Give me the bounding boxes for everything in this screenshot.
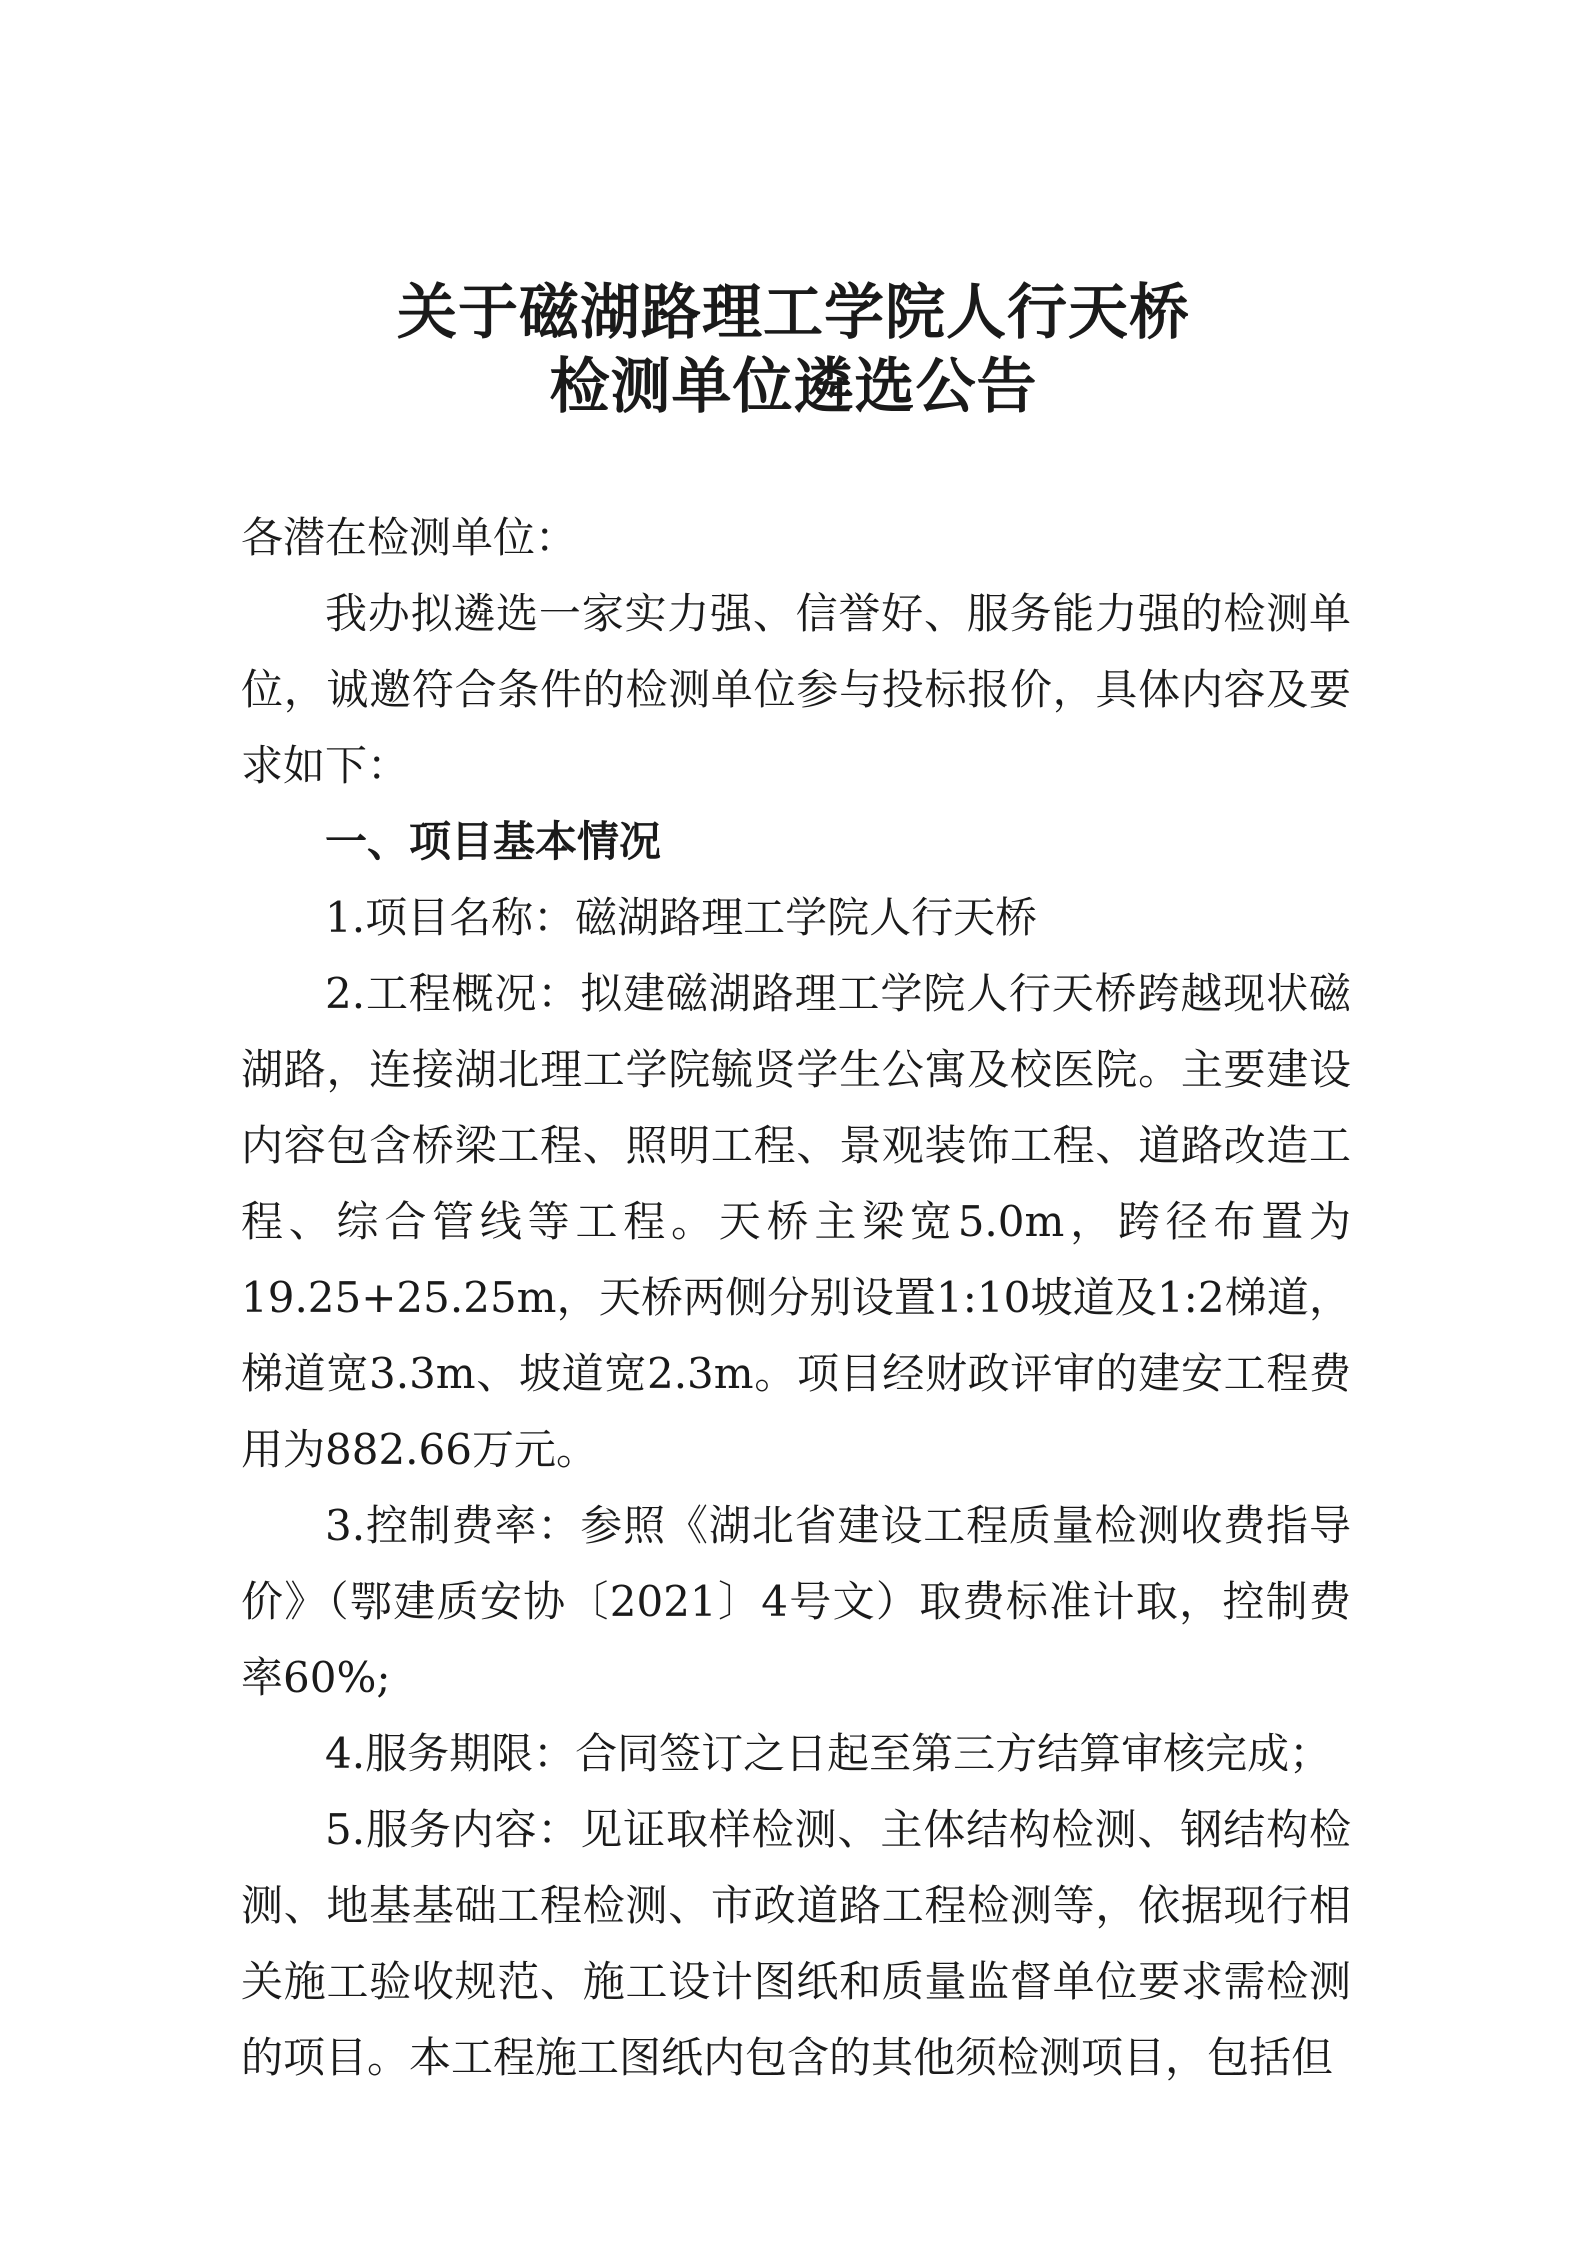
section-heading-project-basics: 一、项目基本情况 [325, 817, 662, 866]
item-project-overview: 2.工程概况：拟建磁湖路理工学院人行天桥跨越现状磁湖路，连接湖北理工学院毓贤学生公寓及校医院。主要建设内容包含桥梁工程、照明工程、景观装饰工程、道路改造工程、综合管线等工程。天桥主梁宽5.0m，跨径布置为19.25+25.25m，天桥两侧分别设置1:10坡道及1:2梯道，梯道宽3.3m、坡道宽2.3m。项目经财政评审的建安工程费用为882.66万元。 [241, 969, 1351, 1474]
salutation: 各潜在检测单位： [241, 513, 578, 562]
document-body [241, 500, 1351, 2096]
item-project-name: 1.项目名称：磁湖路理工学院人行天桥 [325, 893, 1038, 942]
item-control-rate: 3.控制费率：参照《湖北省建设工程质量检测收费指导价》（鄂建质安协〔2021〕4号文）取费标准计取，控制费率60%; [241, 1501, 1351, 1702]
intro-paragraph: 我办拟遴选一家实力强、信誉好、服务能力强的检测单位，诚邀符合条件的检测单位参与投标报价，具体内容及要求如下： [241, 589, 1351, 790]
document-title-line-2: 检测单位遴选公告 [549, 352, 1038, 422]
item-service-period: 4.服务期限：合同签订之日起至第三方结算审核完成； [325, 1729, 1332, 1778]
document-title-line-1: 关于磁湖路理工学院人行天桥 [397, 278, 1190, 348]
item-service-content: 5.服务内容：见证取样检测、主体结构检测、钢结构检测、地基基础工程检测、市政道路工程检测等，依据现行相关施工验收规范、施工设计图纸和质量监督单位要求需检测的项目。本工程施工图纸内包含的其他须检测项目，包括但 [241, 1805, 1351, 2082]
